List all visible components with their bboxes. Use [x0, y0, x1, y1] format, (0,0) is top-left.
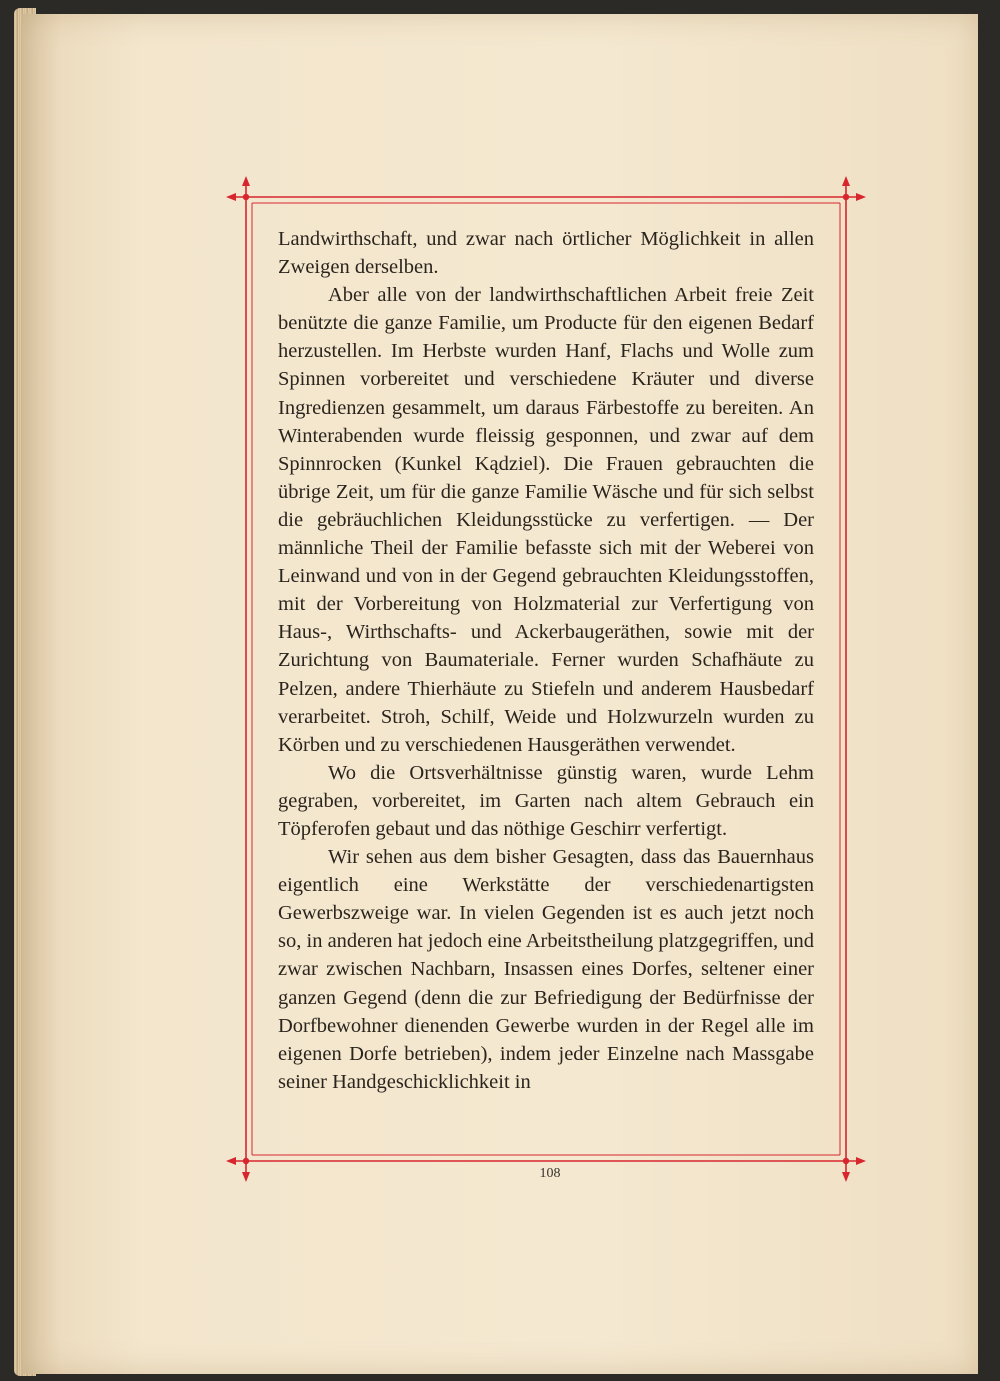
paragraph-workshop: Wir sehen aus dem bisher Gesagten, dass das Bauernhaus eigentlich eine Werkstätte der verschiedenartigsten Gewerbszweige war. In vielen Gegenden ist es auch jetzt noch so, in anderen hat jedoch eine Arbeitstheilung platzgegriffen, und zwar zwischen Nachbarn, Insassen eines Dorfes, seltener einer ganzen Gegend (denn die zur Befriedigung der Bedürfnisse der Dorfbewohner dienenden Gewerbe wurden in der Regel alle im eigenen Dorfe betrieben), indem jeder Einzelne nach Massgabe seiner Handgeschicklichkeit in [278, 846, 814, 1093]
paragraph-continued: Landwirthschaft, und zwar nach örtlicher Möglichkeit in allen Zweigen derselben. [278, 228, 814, 279]
corner-ornament-bottom-right [843, 1158, 849, 1164]
paragraph-pottery: Wo die Ortsverhältnisse günstig waren, wurde Lehm gegraben, vorbereitet, im Garten nach altem Gebrauch ein Töpferofen gebaut und das nöthige Geschirr verfertigt. [278, 761, 814, 840]
corner-ornament-top-right [843, 194, 849, 200]
body-text [278, 225, 814, 1096]
corner-ornament-top-left [243, 194, 249, 200]
page-number: 108 [539, 1166, 561, 1181]
paragraph-household-production: Aber alle von der landwirthschaftlichen Arbeit freie Zeit benützte die ganze Familie, um Producte für den eigenen Bedarf herzustellen. Im Herbste wurden Hanf, Flachs und Wolle zum Spinnen vorbereitet und verschiedene Kräuter und diverse Ingredienzen gesammelt, um daraus Färbestoffe zu bereiten. An Winterabenden wurde fleissig gesponnen, und zwar auf dem Spinnrocken (Kunkel Kądziel). Die Frauen gebrauchten die übrige Zeit, um für die ganze Familie Wäsche und für sich selbst die gebräuchlichen Kleidungsstücke zu verfertigen. — Der männliche Theil der Familie befasste sich mit der Weberei von Leinwand und von in der Gegend gebrauchten Kleidungsstoffen, mit der Vorbereitung von Holzmaterial zur Verfertigung von Haus-, Wirthschafts- und Ackerbaugeräthen, sowie mit der Zurichtung von Baumateriale. Ferner wurden Schafhäute zu Pelzen, andere Thierhäute zu Stiefeln und anderem Hausbedarf verarbeitet. Stroh, Schilf, Weide und Holzwurzeln wurden zu Körben und zu verschiedenen Hausgeräthen verwendet. [278, 284, 814, 756]
corner-ornament-bottom-left [243, 1158, 249, 1164]
